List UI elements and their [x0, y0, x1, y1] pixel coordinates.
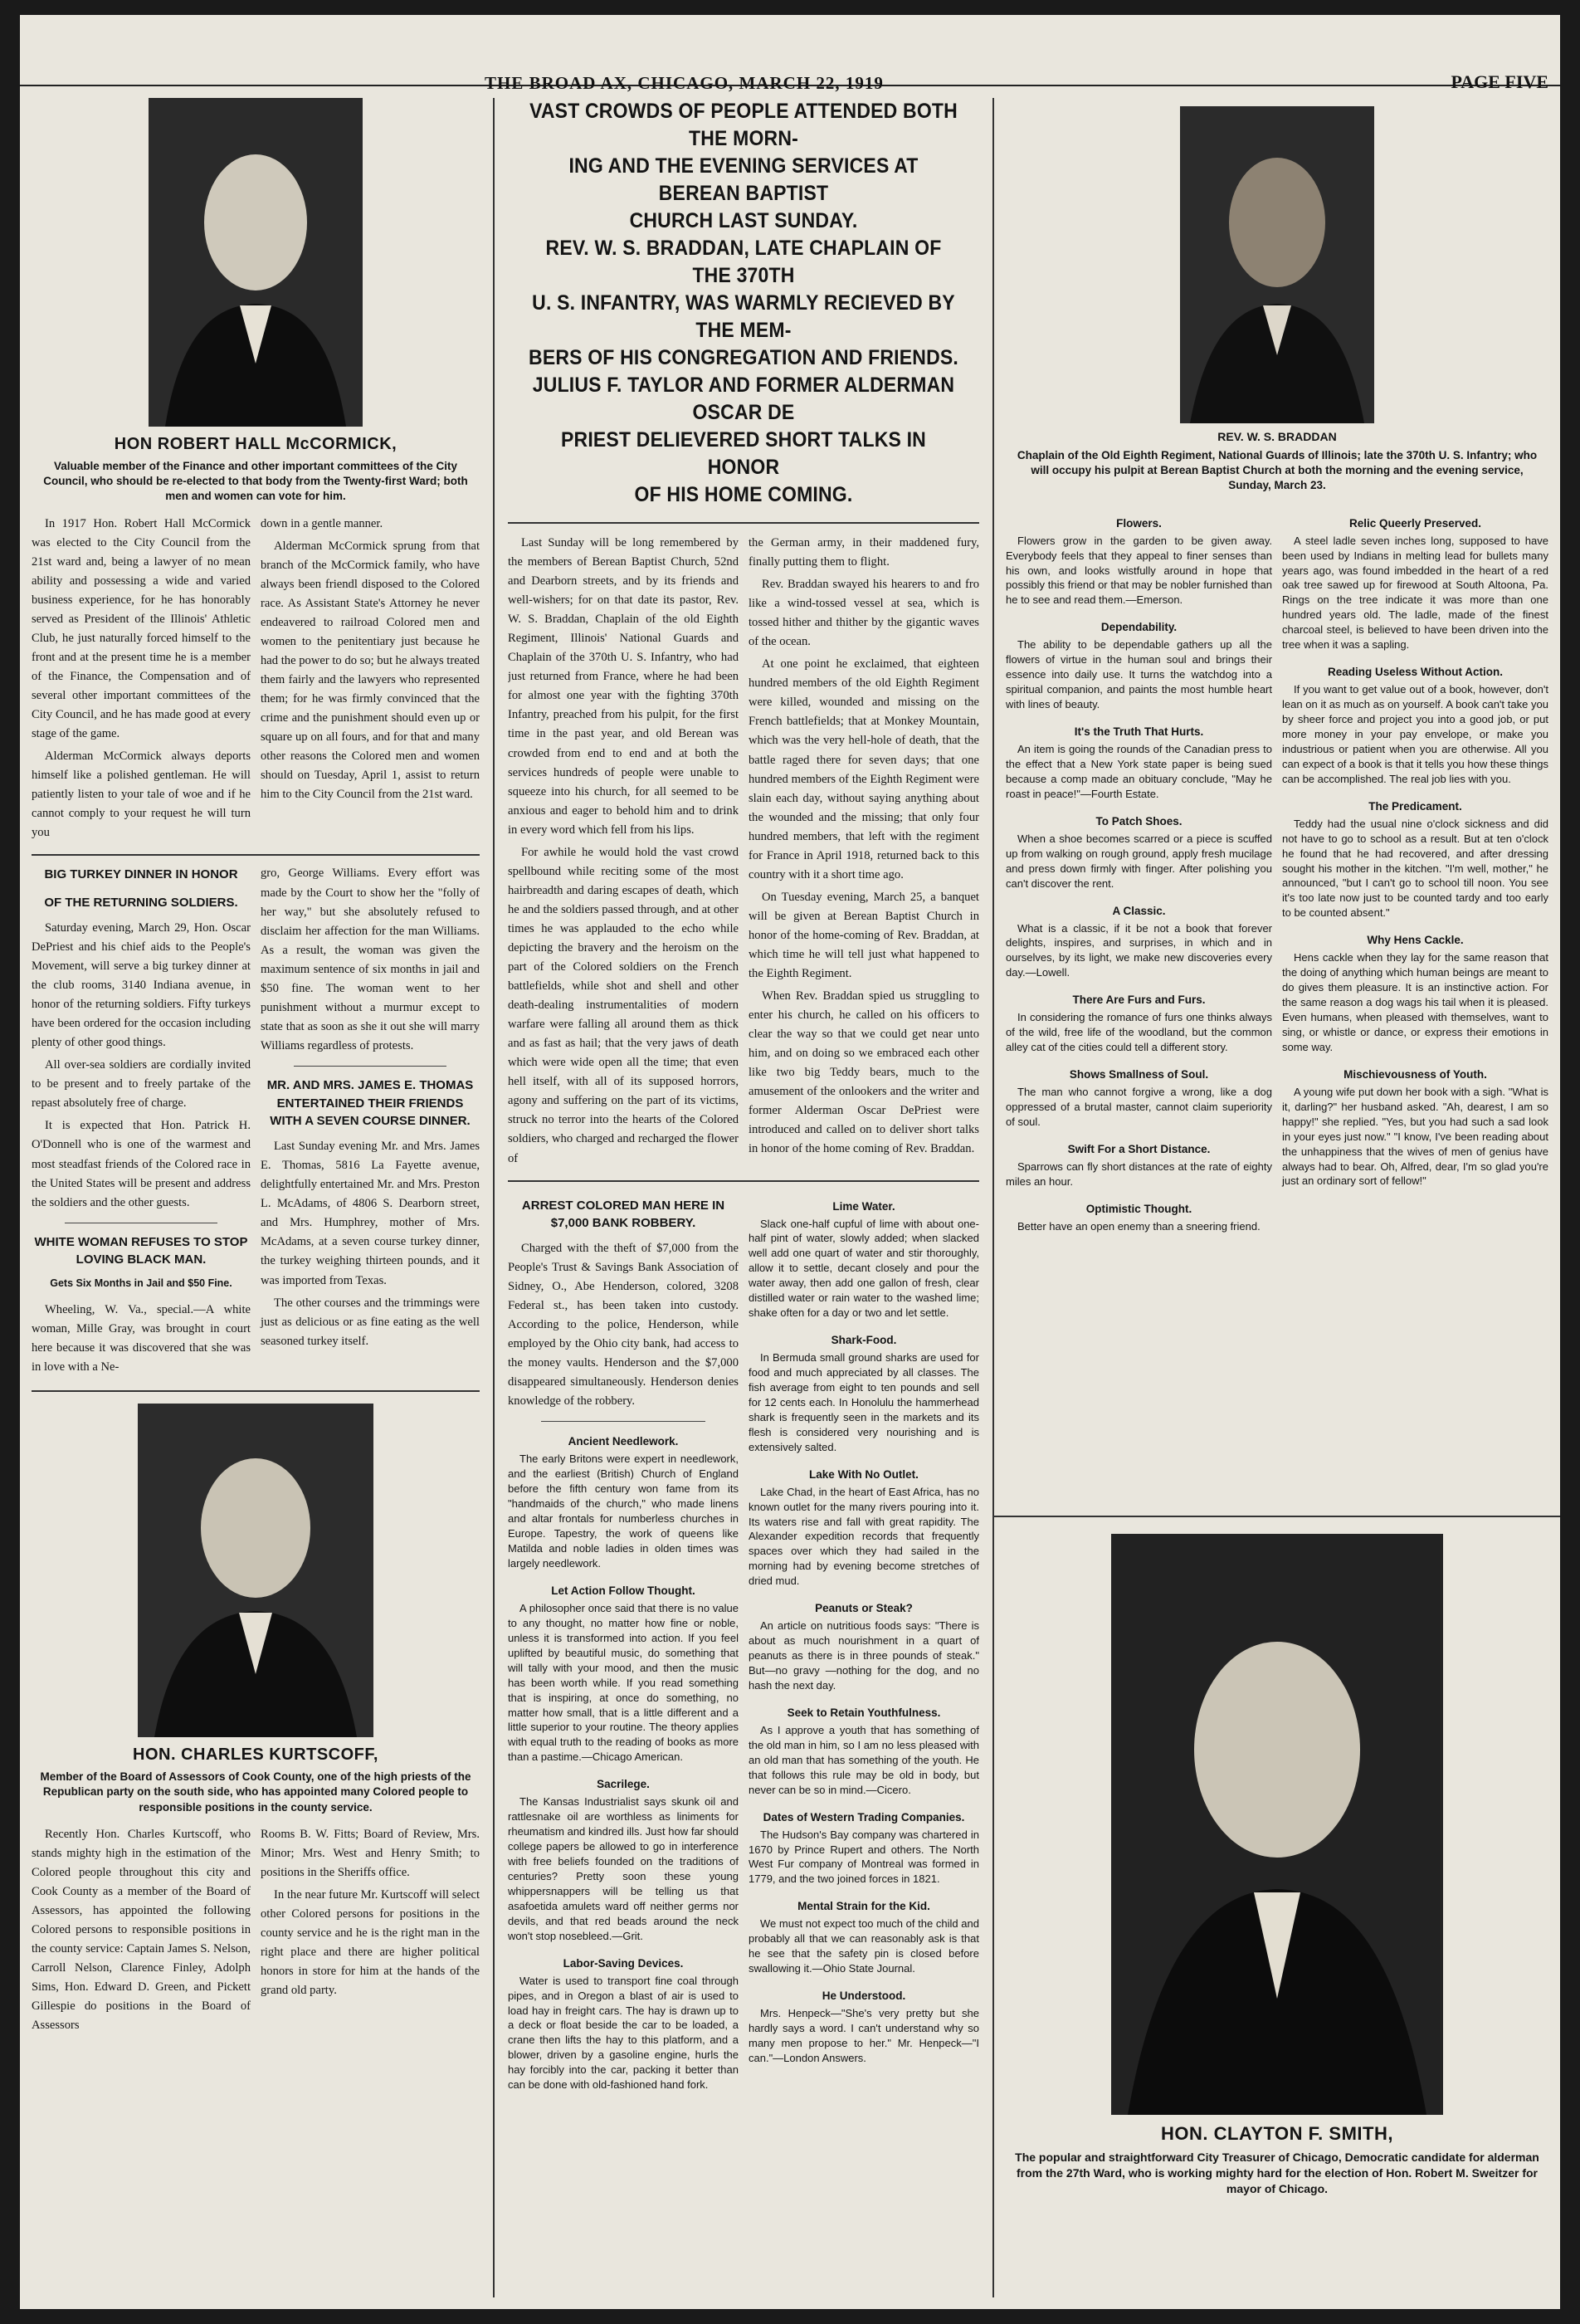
- headline-line: VAST CROWDS OF PEOPLE ATTENDED BOTH THE MORN-: [529, 100, 958, 150]
- masthead: [20, 15, 1560, 93]
- braddan-article: [508, 534, 979, 1172]
- section-rule: [32, 1390, 480, 1392]
- filler-text: [1282, 1085, 1548, 1189]
- filler-headline: To Patch Shoes.: [1095, 814, 1183, 828]
- paragraph: A young wife put down her book with a sigh. "What is it, darling?" her husband asked. "Ah, dearest, I am so happy!" she replied. "Yes, but you had such a sad look in your eyes just now." "I know, I've been reading about the unhappiness that the wives of men of genius have always had to bear. Oh, Alfred, dear, I'm so glad you're just an ordinary sort of fellow!": [1282, 1085, 1548, 1188]
- paragraph: Slack one-half cupful of lime with about one-half pint of water, slowly added; when slacked well add one quart of water and stir thoroughly, allow it to settle, decant closely and pour the water away, then add one gallon of fresh, clear distilled water or rain water to the washed lime; shake often for a day or two and let settle.: [749, 1217, 979, 1320]
- kurtscoff-article: [32, 1825, 480, 2039]
- filler-headline: Mischievousness of Youth.: [1343, 1067, 1487, 1081]
- filler-headline: Swift For a Short Distance.: [1067, 1142, 1211, 1155]
- paragraph: Water is used to transport fine coal through pipes, and in Oregon a blast of air is used to load hay in freight cars. The hay is drawn up to a deck or float beside the car to be loaded, a crane then lifts the hay to this platform, and a blower, driven by a gasoline engine, hurls the hay forcibly into the car, packing it better than can be done with old-fashioned hand fork.: [508, 1974, 739, 2092]
- paragraph: Last Sunday will be long remembered by the members of Berean Baptist Church, 52nd and Dearborn streets, and by its friends and well-wishers; for on that date its pastor, Rev. W. S. Braddan, Chaplain of the old Eighth Regiment, Illinois' National Guards and Chaplain of the 370th U. S. Infantry, who had just returned from France, where he had been for almost one year with the fighting 370th Infantry, preached from his pulpit, for the first time in the past year, and old Berean was crowded from end to end and at both the services hundreds of people were unable to squeeze into his church, for all seemed to be anxious and eager to behold him and to drink in every word which fell from his lips.: [508, 536, 739, 837]
- white-woman-headline: WHITE WOMAN REFUSES TO STOP LOVING BLACK MAN.: [34, 1234, 248, 1267]
- filler-headline: Relic Queerly Preserved.: [1348, 516, 1482, 530]
- paragraph: Wheeling, W. Va., special.—A white woman, Mille Gray, was brought in court here because it was discovered that she was in love with a Ne-: [32, 1302, 251, 1374]
- arrest-headline: ARREST COLORED MAN HERE IN $7,000 BANK ROBBERY.: [521, 1198, 725, 1231]
- column-rule: [992, 98, 994, 2297]
- paragraph: The ability to be dependable gathers up all the flowers of virtue in the human soul and brings their essence into daily use. It turns the watchdog into a spiritual companion, and paints the most humble heart with lines of beauty.: [1006, 638, 1272, 711]
- paragraph: In Bermuda small ground sharks are used for food and much appreciated by all classes. The fish average from eight to ten pounds and sell for 12 cents each. In Honolulu the hammerhead shark is frequently seen in the markets and its flesh is considered very nourishing and is extensively salted.: [749, 1351, 979, 1453]
- divider: [294, 1066, 446, 1067]
- paragraph: Flowers grow in the garden to be given away. Everybody feels that they appeal to finer senses than his own, and looks wistfully around in hope that possibly this friend or that may be nobler furnished than he to see and read them.—Emerson.: [1006, 534, 1272, 607]
- filler-list-center-left: [508, 1435, 739, 2092]
- paragraph: Recently Hon. Charles Kurtscoff, who stands mighty high in the estimation of the Colored people throughout this city and Cook County as a member of the Board of Assessors, has appointed the following Colored persons to responsible positions in the county service: Captain James S. Nelson, Carroll Nelson, Clarence Finley, Adolph Sims, Hon. Edward D. Green, and Pickett Gillespie do positions in the Board of Assessors: [32, 1827, 251, 2033]
- paragraph: For awhile he would hold the vast crowd spellbound while reciting some of the most hairbreadth and daring escapes of death, which he and the soldiers passed through, and at other times he was applauded to the echo while depicting the bravery and the heroism on the part of the Colored soldiers on the French battlefields, while shot and shell and other death-dealing instrumentalities of modern warfare were falling all around them as thick and as fast as hail; that the very jaws of death which were wide open all the time; that even hell itself, with all of its supposed horrors, agony and suffering on the part of its victims, struck no terror into the hearts of the Colored soldiers, who charged and recharged the flower of: [508, 845, 739, 1165]
- paragraph: Hens cackle when they lay for the same reason that the doing of anything which human beings are meant to do gives them pleasure. It is an instinctive action. For the same reason a dog wags his tail when it is pleased. Even humans, when pleased with themselves, want to sing, or whistle or dance, or express their emotions in some way.: [1282, 951, 1548, 1053]
- paragraph: gro, George Williams. Every effort was made by the Court to show her the "folly of her way," but she absolutely refused to disclaim her affection for the man Williams. As a result, the woman was given the maximum sentence of six months in jail and $50 fine. The woman went to her punishment without a murmur except to state that as soon as she it out she will marry Williams regardless of protests.: [261, 867, 480, 1052]
- paragraph: The man who cannot forgive a wrong, like a dog oppressed of a brutal master, cannot claim superiority of soul.: [1006, 1086, 1272, 1128]
- caption-desc-mccormick: Valuable member of the Finance and other important committees of the City Council, who should be re-elected to that body from the Twenty-first Ward; both men and women can vote for him.: [43, 460, 468, 503]
- filler-text: [1282, 817, 1548, 921]
- paragraph: Teddy had the usual nine o'clock sickness and did not have to go to school as a result. But at ten o'clock he found that he had recovered, and after dressing sought his mother in the kitchen. "I'm well, mother," he announced, "but I can't go to school till noon. You see it's too late now just to be counted tardy and too early to be counted absent.": [1282, 817, 1548, 920]
- filler-text: [1282, 534, 1548, 653]
- filler-text: [749, 1618, 979, 1693]
- main-headline: [527, 98, 961, 509]
- paragraph: An item is going the rounds of the Canadian press to the effect that a New York state paper is being sued because a comp made an obituary conclude, "May he roast in peace!"—Fourth Estate.: [1006, 743, 1272, 800]
- section-rule: [32, 854, 480, 856]
- filler-text: [508, 1452, 739, 1571]
- filler-text: [1006, 1219, 1272, 1234]
- paragraph: We must not expect too much of the child and probably all that we can reasonably ask is that he see that the safety pin is closed before swallowing it.—Ohio State Journal.: [749, 1917, 979, 1975]
- paragraph: It is expected that Hon. Patrick H. O'Donnell who is one of the warmest and most steadfast friends of the Colored race in the United States will be present and address the soldiers and the other guests.: [32, 1119, 251, 1209]
- filler-text: [1006, 921, 1272, 981]
- filler-text: [749, 1350, 979, 1455]
- paragraph: Rooms B. W. Fitts; Board of Review, Mrs. Minor; Mrs. West and Henry Smith; to positions in the Sheriffs office.: [261, 1827, 480, 1879]
- paragraph: At one point he exclaimed, that eighteen hundred members of the old Eighth Regiment were killed, wounded and missing on the French battlefields; that at Monkey Mountain, which was the very hell-hole of death, that the battle raged there for seven days; that one hundred members of the Eighth Regiment were slain each day, without saying anything about the wounded and the missing; that only four hundred members, that left with the regiment for France in April 1918, returned back to this country with it a short time ago.: [749, 657, 979, 881]
- paragraph: The Kansas Industrialist says skunk oil and rattlesnake oil are worthless as liniments for rheumatism and kindred ills. Just how far should college papers be allowed to go in interference with free beliefs founded on the traditions of centuries? Pretty soon these young whippersnappers will be telling us that asafoetida amulets ward off neither germs nor devils, and that red beads around the neck won't stop nosebleed.—Grit.: [508, 1795, 739, 1942]
- paragraph: Better have an open enemy than a sneering friend.: [1017, 1219, 1261, 1233]
- paragraph: The Hudson's Bay company was chartered in 1670 by Prince Rupert and others. The North West Fur company of Montreal was formed in 1779, and the two joined forces in 1821.: [749, 1828, 979, 1886]
- filler-text: [1006, 1085, 1272, 1130]
- filler-headline: Optimistic Thought.: [1085, 1202, 1192, 1215]
- paragraph: down in a gentle manner.: [261, 516, 383, 530]
- divider: [541, 1421, 705, 1422]
- portrait-photo-smith: [1111, 1534, 1443, 2115]
- paragraph: Last Sunday evening Mr. and Mrs. James E. Thomas, 5816 La Fayette avenue, delightfully entertained Mr. and Mrs. Preston L. McAdams, of 4806 S. Dearborn street, and Mrs. Humphrey, mother of Mrs. McAdams, at a seven course turkey dinner, the turkey weighing thirteen pounds, and it was imported from Texas.: [261, 1140, 480, 1287]
- portrait-photo-braddan: [1180, 106, 1374, 423]
- filler-headline: Why Hens Cackle.: [1367, 934, 1464, 947]
- filler-list-right-right: [1282, 504, 1548, 1234]
- caption-name-braddan: REV. W. S. BRADDAN: [1217, 430, 1337, 443]
- filler-headline: Labor-Saving Devices.: [563, 1956, 684, 1970]
- center-column: [508, 98, 979, 2297]
- paragraph: An article on nutritious foods says: "There is about as much nourishment in a quart of peanuts as there is in three pounds of steak." But—no gravy —nothing for the dog, and no hash the next day.: [749, 1619, 979, 1692]
- filler-headline: Shows Smallness of Soul.: [1069, 1068, 1209, 1081]
- headline-line: BERS OF HIS CONGREGATION AND FRIENDS.: [529, 346, 958, 369]
- right-column-bottom: [1006, 1534, 1548, 2281]
- paragraph: the German army, in their maddened fury, finally putting them to flight.: [749, 536, 979, 569]
- filler-text: [1282, 682, 1548, 787]
- filler-headline: Seek to Retain Youthfulness.: [787, 1706, 941, 1719]
- masthead-title: THE BROAD AX, CHICAGO, MARCH 22, 1919: [485, 73, 884, 93]
- filler-text: [1282, 950, 1548, 1055]
- filler-text: [508, 1794, 739, 1943]
- filler-headline: Lake With No Outlet.: [809, 1467, 919, 1481]
- newspaper-page: [20, 15, 1560, 2309]
- paragraph: When a shoe becomes scarred or a piece is scuffed up from walking on rough ground, apply fresh mucilage and press down firmly with finger. After polishing you can't discover the rent.: [1006, 832, 1272, 890]
- filler-text: [749, 1723, 979, 1798]
- filler-headline: Shark-Food.: [831, 1334, 897, 1347]
- filler-text: [749, 1916, 979, 1976]
- left-lower-block: [32, 864, 480, 1380]
- right-fillers: [1006, 504, 1548, 1234]
- filler-headline: It's the Truth That Hurts.: [1074, 725, 1204, 739]
- paragraph: On Tuesday evening, March 25, a banquet will be given at Berean Baptist Church in honor of the home-coming of Rev. Braddan, at which time he will tell just what happened to the Eighth Regiment.: [749, 890, 979, 981]
- headline-line: CHURCH LAST SUNDAY.: [629, 209, 858, 232]
- turkey-headline-1: BIG TURKEY DINNER IN HONOR: [44, 867, 238, 882]
- filler-text: [508, 1974, 739, 2093]
- caption-name-kurtscoff: HON. CHARLES KURTSCOFF,: [133, 1745, 378, 1765]
- thomas-headline: MR. AND MRS. JAMES E. THOMAS ENTERTAINED THEIR FRIENDS WITH A SEVEN COURSE DINNER.: [266, 1077, 474, 1129]
- filler-headline: Mental Strain for the Kid.: [797, 1900, 930, 1913]
- filler-text: [1006, 1010, 1272, 1055]
- headline-line: OF HIS HOME COMING.: [634, 483, 853, 506]
- section-rule: [508, 1180, 979, 1182]
- white-woman-subhead: Gets Six Months in Jail and $50 Fine.: [50, 1277, 232, 1290]
- filler-text: [508, 1601, 739, 1765]
- filler-headline: Sacrilege.: [597, 1778, 650, 1791]
- filler-headline: Lime Water.: [832, 1199, 895, 1213]
- paragraph: In 1917 Hon. Robert Hall McCormick was elected to the City Council from the 21st ward and, being a lawyer of no mean ability and possessing a wide and varied business experience, for he has honorably served as President of the Illinois' Athletic Club, he just naturally forced himself to the front and at the present time he is a member of the Finance, the Compensation and of several other important committees of the City Council, and he has made good at every stage of the game.: [32, 516, 251, 741]
- paragraph: A steel ladle seven inches long, supposed to have been used by Indians in melting lead for bullets many years ago, was found imbedded in the heart of a red oak tree sawed up for firewood at South Altoona, Pa. Rings on the tree indicate it was more than one hundred years old. The ladle, made of the finest charcoal steel, is believed to have been driven into the tree when it was a sapling.: [1282, 534, 1548, 652]
- paragraph: A philosopher once said that there is no value to any thought, no matter how fine or noble, unless it is transformed into action. If you feel uplifted by beautiful music, do something that will tally with your mood, and then the music has been worth while. If you read something that is inspiring, at once do something, no matter how small, that is a little different and a little superior to your routine. The theory applies with equal truth to the reading of books as more than a pastime.—Chicago American.: [508, 1601, 739, 1764]
- filler-headline: A Classic.: [1112, 904, 1166, 917]
- paragraph: All over-sea soldiers are cordially invited to be present and to freely partake of the repast absolutely free of charge.: [32, 1058, 251, 1111]
- paragraph: Rev. Braddan swayed his hearers to and fro like a wind-tossed vessel at sea, which is tossed hither and thither by the gigantic waves of the ocean.: [749, 578, 979, 649]
- filler-headline: Let Action Follow Thought.: [551, 1584, 695, 1597]
- caption-desc-braddan: Chaplain of the Old Eighth Regiment, National Guards of Illinois; late the 370th U. S. Infantry; who will occupy his pulpit at Berean Baptist Church at both the morning and the evening service, Sunday, March 23.: [1017, 449, 1538, 492]
- paragraph: What is a classic, if it be not a book that forever delights, inspires, and surprises, in which and in ourselves, by its light, we make new discoveries every day.—Lowell.: [1006, 921, 1272, 979]
- caption-name-smith: HON. CLAYTON F. SMITH,: [1161, 2123, 1393, 2144]
- section-rule: [508, 522, 979, 524]
- filler-text: [1006, 1160, 1272, 1189]
- paragraph: Mrs. Henpeck—"She's very pretty but she hardly says a word. I can't understand why so many men propose to her." Mr. Henpeck—"I can."—London Answers.: [749, 2007, 979, 2064]
- paragraph: As I approve a youth that has something of the old man in him, so I am no less pleased with an old man that has something of the youth. He that follows this rule may be old in body, but never can be so in mind.—Cicero.: [749, 1723, 979, 1796]
- filler-text: [749, 1828, 979, 1887]
- paragraph: When Rev. Braddan spied us struggling to enter his church, he called on his officers to clear the way so that we could get near unto him, and on doing so we embraced each other like two big Teddy bears, much to the amusement of the onlookers and the writer and former Alderman Oscar DePriest were introduced and called on to deliver short talks in honor of the home coming of Rev. Braddan.: [749, 989, 979, 1156]
- filler-text: [749, 2006, 979, 2066]
- paragraph: If you want to get value out of a book, however, don't lean on it as much as on yourself. A book can't take you by sheer force and project you into a good job, or put more money in your pay envelope, or make you industrious or patient when you are otherwise. All you can expect of a book is that it tells you how these things can be accomplished. The real job lies with you.: [1282, 683, 1548, 785]
- headline-line: REV. W. S. BRADDAN, LATE CHAPLAIN OF THE 370TH: [545, 237, 942, 287]
- page-number: PAGE FIVE: [1451, 71, 1548, 92]
- filler-headline: Reading Useless Without Action.: [1328, 666, 1503, 679]
- filler-headline: He Understood.: [822, 1990, 906, 2003]
- filler-text: [749, 1217, 979, 1321]
- paragraph: Lake Chad, in the heart of East Africa, has no known outlet for the many rivers pouring into it. Its waters rise and fall with great rapidity. The Alexander expedition records that frequently spaces over which they had sailed in the morning had by evening become stretches of dried mud.: [749, 1485, 979, 1588]
- paragraph: Saturday evening, March 29, Hon. Oscar DePriest and his chief aids to the People's Movement, will serve a big turkey dinner at the club rooms, 3140 Indiana avenue, in honor of the returning soldiers. Fifty turkeys have been ordered for the occasion including plenty of other good things.: [32, 920, 251, 1050]
- portrait-photo-mccormick: [149, 98, 363, 427]
- filler-list-right-left: [1006, 504, 1272, 1234]
- paragraph: In the near future Mr. Kurtscoff will select other Colored persons for positions in the county service and he is the right man in the right place and there are higher political honors in store for him at the hands of the grand old party.: [261, 1887, 480, 1998]
- filler-text: [1006, 637, 1272, 712]
- filler-headline: Flowers.: [1116, 516, 1162, 530]
- section-rule: [992, 1516, 1560, 1517]
- filler-text: [1006, 742, 1272, 802]
- headline-line: JULIUS F. TAYLOR AND FORMER ALDERMAN OSCAR DE: [532, 374, 955, 424]
- mccormick-article: [32, 515, 480, 847]
- caption-desc-kurtscoff: Member of the Board of Assessors of Cook County, one of the high priests of the Republican party on the south side, who has appointed many Colored people to responsible positions in the county service.: [40, 1770, 471, 1814]
- paragraph: The other courses and the trimmings were just as delicious or as fine eating as the well seasoned turkey itself.: [261, 1296, 480, 1348]
- paragraph: Sparrows can fly short distances at the rate of eighty miles an hour.: [1006, 1160, 1272, 1188]
- filler-headline: Dependability.: [1100, 621, 1178, 634]
- paragraph: Alderman McCormick sprung from that branch of the McCormick family, who have always been friendl disposed to the Colored race. As Assistant State's Attorney he never endeavered to railroad Colored men and women to the penitentiary just because he had the power to do so; but he always treated them fairly and the lawyers who represented them; for he was firmly convinced that the crime and the punishment should even up or square up on all fours, and for that and many other reasons the Colored men and women should on Tuesday, April 1, assist to return him to the City Council from the 21st ward.: [261, 539, 480, 802]
- filler-headline: Dates of Western Trading Companies.: [763, 1810, 965, 1824]
- filler-headline: There Are Furs and Furs.: [1072, 994, 1206, 1007]
- filler-text: [749, 1485, 979, 1589]
- filler-headline: Peanuts or Steak?: [815, 1602, 913, 1615]
- headline-line: PRIEST DELIEVERED SHORT TALKS IN HONOR: [561, 428, 926, 479]
- caption-name-mccormick: HON ROBERT HALL McCORMICK,: [114, 435, 397, 453]
- turkey-headline-2: OF THE RETURNING SOLDIERS.: [44, 896, 238, 911]
- paragraph: Charged with the theft of $7,000 from the People's Trust & Savings Bank Association of Sidney, O., Abe Henderson, colored, 3208 Federal st., has been taken into custody. According to the police, Henderson, while employed by the Ohio city bank, had access to the money vaults. Henderson and the $7,000 disappeared simultaneously. Henderson denies knowledge of the robbery.: [508, 1242, 739, 1409]
- paragraph: In considering the romance of furs one thinks always of the wild, free life of the woodland, but the common alley cat of the cities could tell a different story.: [1006, 1011, 1272, 1054]
- headline-line: U. S. INFANTRY, WAS WARMLY RECIEVED BY THE MEM-: [532, 291, 955, 342]
- paragraph: Alderman McCormick always deports himself like a polished gentleman. He will patiently listen to your tale of woe and if he cannot comply to your request he will turn you: [32, 749, 251, 840]
- caption-desc-smith: The popular and straightforward City Treasurer of Chicago, Democratic candidate for alderman from the 27th Ward, who is working mighty hard for the election of Hon. Robert M. Sweitzer for mayor of Chicago.: [1015, 2151, 1539, 2195]
- left-column: [32, 98, 480, 2297]
- filler-text: [1006, 832, 1272, 891]
- filler-headline: Ancient Needlework.: [568, 1435, 679, 1448]
- filler-text: [1006, 534, 1272, 608]
- column-rule: [493, 98, 495, 2297]
- right-column-top: [1006, 98, 1548, 1509]
- portrait-photo-kurtscoff: [138, 1404, 373, 1737]
- headline-line: ING AND THE EVENING SERVICES AT BEREAN BAPTIST: [568, 154, 919, 205]
- filler-list-center-right: [749, 1200, 979, 2066]
- paragraph: The early Britons were expert in needlework, and the earliest (British) Church of England before the fifth century won fame from its "handmaids of the church," who made linens and altar frontals for numberless churches in Europe. Tapestry, the work of queens like Matilda and noble ladies in olden times was largely needlework.: [508, 1452, 739, 1570]
- center-lower-block: [508, 1187, 979, 2093]
- filler-headline: The Predicament.: [1368, 799, 1462, 813]
